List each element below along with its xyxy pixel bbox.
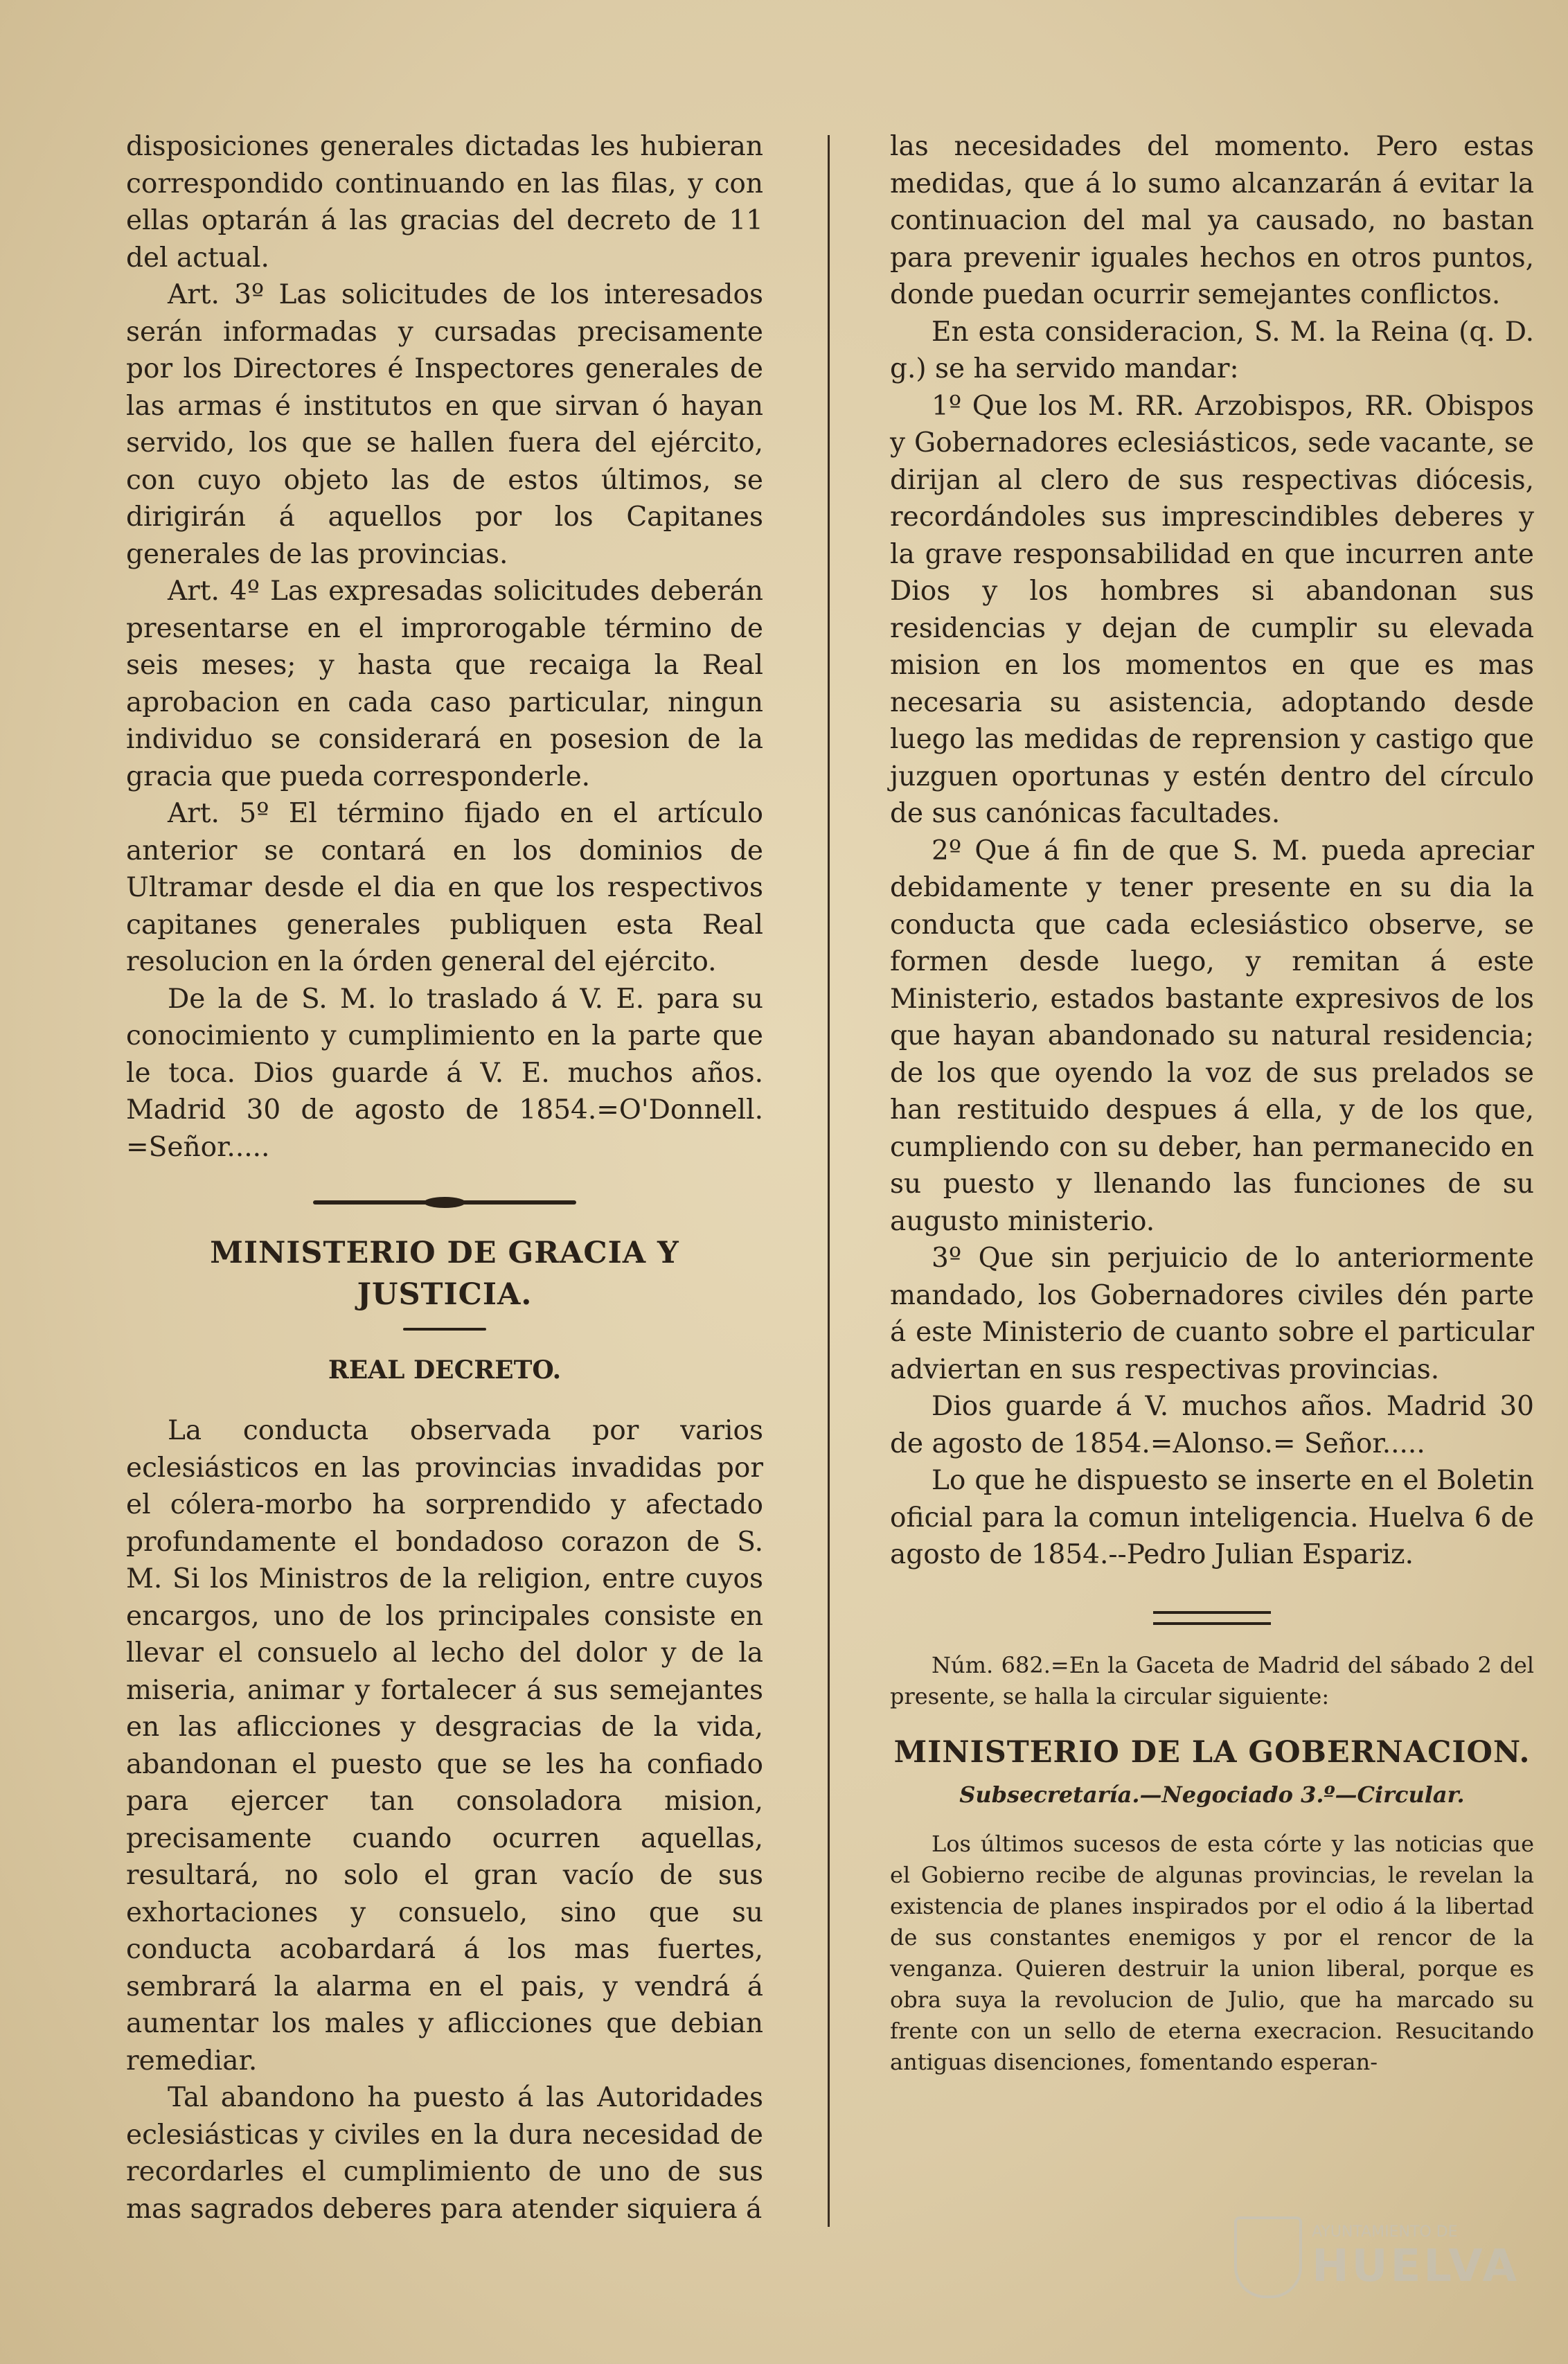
paragraph-continuation: disposiciones generales dictadas les hubieran correspondido continuando en las filas, y con ellas optarán á las gracias del decreto de 11 del actual. [126,131,763,274]
ministry-title-gobernacion: MINISTERIO DE LA GOBERNACION. [893,1734,1531,1770]
ornament-divider [126,1200,763,1205]
decree-continuation: las necesidades del momento. Pero estas medidas, que á lo sumo alcanzarán á evitar la continuacion del mal ya causado, no bastan para prevenir iguales hechos en otros puntos, donde puedan ocurrir semejantes conflictos. [890,131,1534,310]
decree-point-3: 3º Que sin perjuicio de lo anteriormente mandado, los Gobernadores civiles dén parte á este Ministerio de cuanto sobre el particular adviertan en sus respectivas provincias. [890,1243,1534,1385]
circular-text: Los últimos sucesos de esta córte y las noticias que el Gobierno recibe de algunas provincias, le revelan la existencia de planes inspirados por el odio á la libertad de sus constantes enemigos y por el rencor de la venganza. Quieren destruir la union liberal, porque es obra suya la revolucion de Julio, que ha marcado su frente con un sello de eterna execracion. Resucitando antiguas disenciones, fomentando esperan- [890,1830,1534,2075]
left-column [126,128,763,2228]
bulletin-note: Lo que he dispuesto se inserte en el Boletin oficial para la comun inteligencia. Huelva 6 de agosto de 1854.--Pedro Julian Espariz. [890,1465,1534,1570]
small-divider [126,1328,763,1331]
ministry-title-gracia: MINISTERIO DE GRACIA Y JUSTICIA. [210,1236,679,1312]
watermark-small-text: AYUNTAMIENTO DE [1312,2223,1458,2241]
notice-number: Núm. 682.=En la Gaceta de Madrid del sábado 2 del presente, se halla la circular siguiente: [890,1651,1534,1709]
watermark-big-text: HUELVA [1312,2240,1520,2292]
decree-consideration: En esta consideracion, S. M. la Reina (q. D. g.) se ha servido mandar: [890,316,1534,384]
decree-signature: Dios guarde á V. muchos años. Madrid 30 de agosto de 1854.=Alonso.= Señor..... [890,1391,1534,1459]
subsection-line: Subsecretaría.—Negociado 3.º—Circular. [959,1781,1465,1808]
article-4: Art. 4º Las expresadas solicitudes deberán presentarse en el improrogable término de seis meses; y hasta que recaiga la Real aprobacion en cada caso particular, ningun individuo se considerará en posesion de la gracia que pueda corresponderle. [126,576,763,792]
decree-title: REAL DECRETO. [328,1356,562,1385]
coat-of-arms-icon [1234,2216,1302,2298]
decree-point-2: 2º Que á fin de que S. M. pueda apreciar debidamente y tener presente en su dia la conducta que cada eclesiástico observe, se formen desde luego, y remitan á este Ministerio, estados bastante expresivos de los que hayan abandonado su natural residencia; de los que oyendo la voz de sus prelados se han restituido despues á ella, y de los que, cumpliendo con su deber, han permanecido en su puesto y llenando las funciones de su augusto ministerio. [890,835,1534,1237]
article-5: Art. 5º El término fijado en el artículo anterior se contará en los dominios de Ultramar desde el dia en que los respectivos capitanes generales publiquen esta Real resolucion en la órden general del ejército. [126,798,763,977]
decree-paragraph-2: Tal abandono ha puesto á las Autoridades eclesiásticas y civiles en la dura necesidad de recordarles el cumplimiento de uno de sus mas sagrados deberes para atender siquiera á [126,2082,763,2225]
decree-paragraph-1: La conducta observada por varios eclesiásticos en las provincias invadidas por el cólera-morbo ha sorprendido y afectado profundamente el bondadoso corazon de S. M. Si los Ministros de la religion, entre cuyos encargos, uno de los principales consiste en llevar el consuelo al lecho del dolor y de la miseria, animar y fortalecer á sus semejantes en las aflicciones y desgracias de la vida, abandonan el puesto que se les ha confiado para ejercer tan consoladora mision, precisamente cuando ocurren aquellas, resultará, no solo el gran vacío de sus exhortaciones y consuelo, sino que su conducta acobardará á los mas fuertes, sembrará la alarma en el pais, y vendrá á aumentar los males y aflicciones que debian remediar. [126,1415,763,2077]
archive-watermark [1234,2216,1520,2298]
decree-point-1: 1º Que los M. RR. Arzobispos, RR. Obispos y Gobernadores eclesiásticos, sede vacante, se dirijan al clero de sus respectivas diócesis, recordándoles sus imprescindibles deberes y la grave responsabilidad en que incurren ante Dios y los hombres si abandonan sus residencias y dejan de cumplir su elevada mision en los momentos en que es mas necesaria su asistencia, adoptando desde luego las medidas de reprension y castigo que juzguen oportunas y estén dentro del círculo de sus canónicas facultades. [890,390,1534,829]
double-rule-divider [890,1611,1534,1625]
article-3: Art. 3º Las solicitudes de los interesados serán informadas y cursadas precisamente por los Directores é Inspectores generales de las armas é institutos en que sirvan ó hayan servido, los que se hallen fuera del ejército, con cuyo objeto las de estos últimos, se dirigirán á aquellos por los Capitanes generales de las provincias. [126,279,763,570]
column-rule [828,135,830,2227]
closing-paragraph: De la de S. M. lo traslado á V. E. para su conocimiento y cumplimiento en la parte que le toca. Dios guarde á V. E. muchos años. Madrid 30 de agosto de 1854.=O'Donnell. =Señor..... [126,983,763,1163]
right-column [890,128,1534,2078]
